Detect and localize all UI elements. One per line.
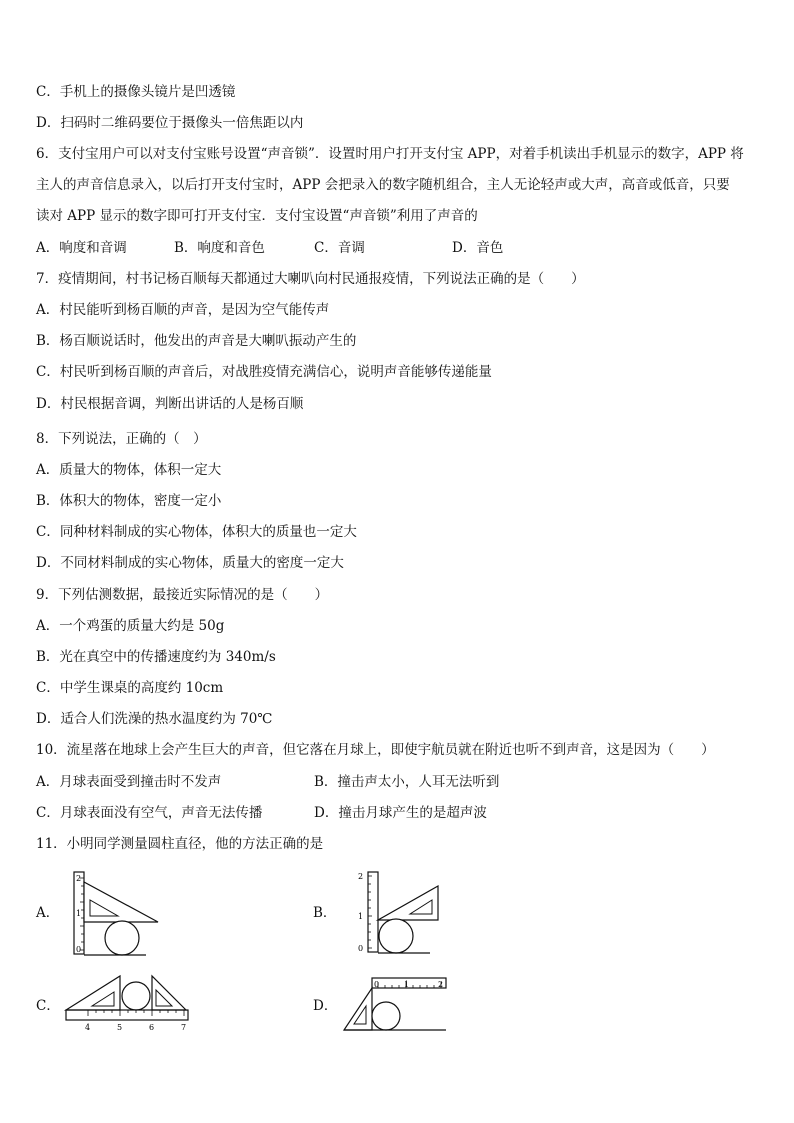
q7-stem: 7．疫情期间，村书记杨百顺每天都通过大喇叭向村民通报疫情，下列说法正确的是（ ） (36, 271, 585, 287)
q9-option-a: A．一个鸡蛋的质量大约是 50g (36, 618, 225, 634)
cylinder-circle (122, 982, 150, 1010)
q10-option-a: A．月球表面受到撞击时不发声 (36, 774, 222, 790)
ruler-tick-label: 1 (76, 909, 82, 918)
q10-stem: 10．流星落在地球上会产生巨大的声音，但它落在月球上，即使宇航员就在附近也听不到声音，这是因为（ ） (36, 742, 715, 758)
ruler-tick-label: 0 (358, 944, 364, 953)
q10-options-row-1 (36, 772, 499, 792)
q10-option-b: B．撞击声太小，人耳无法听到 (314, 774, 500, 790)
q11-label-d: D． (313, 998, 338, 1014)
q7-option-d: D．村民根据音调，判断出讲话的人是杨百顺 (36, 396, 304, 412)
q7-option-a: A．村民能听到杨百顺的声音，是因为空气能传声 (36, 302, 330, 318)
horizontal-ruler (66, 1010, 188, 1020)
q8-option-d: D．不同材料制成的实心物体，质量大的密度一定大 (36, 555, 344, 571)
q8-option-a: A．质量大的物体，体积一定大 (36, 462, 222, 478)
q11-label-b: B． (313, 905, 337, 921)
ruler-tick-label: 4 (85, 1023, 91, 1032)
q7-option-b: B．杨百顺说话时，他发出的声音是大喇叭振动产生的 (36, 333, 357, 349)
q7-option-c: C．村民听到杨百顺的声音后，对战胜疫情充满信心，说明声音能够传递能量 (36, 364, 492, 380)
ruler-tick-label: 5 (117, 1023, 123, 1032)
cylinder-circle (379, 919, 413, 953)
ruler-tick-label: 1 (358, 912, 364, 921)
q9-option-d: D．适合人们洗澡的热水温度约为 70℃ (36, 711, 273, 727)
q8-option-b: B．体积大的物体，密度一定小 (36, 493, 222, 509)
cylinder-circle (105, 921, 139, 955)
q6-option-b: B．响度和音色 (174, 240, 265, 256)
cylinder-circle (372, 1002, 400, 1030)
q8-option-c: C．同种材料制成的实心物体，体积大的质量也一定大 (36, 524, 357, 540)
q10-option-c: C．月球表面没有空气，声音无法传播 (36, 805, 263, 821)
q11-figure-a (68, 868, 168, 958)
ruler-tick-label: 6 (149, 1023, 155, 1032)
q10-options-row-2 (36, 803, 487, 823)
triangle-ruler-right (152, 976, 186, 1010)
q11-figure-b (348, 866, 448, 956)
q11-stem: 11．小明同学测量圆柱直径，他的方法正确的是 (36, 836, 324, 852)
q11-figure-d (338, 968, 450, 1038)
q9-stem: 9．下列估测数据，最接近实际情况的是（ ） (36, 587, 329, 603)
q6-options (36, 238, 503, 258)
q6-option-d: D．音色 (452, 240, 504, 256)
q6-stem-line-1: 6．支付宝用户可以对支付宝账号设置“声音锁”．设置时用户打开支付宝 APP，对着手机读出手机显示的数字，APP 将 (36, 146, 744, 162)
q6-option-c: C．音调 (314, 240, 365, 256)
q8-stem: 8．下列说法，正确的（ ） (36, 431, 207, 447)
ruler-tick-label: 0 (76, 945, 82, 954)
ruler-tick-label: 0 (374, 980, 380, 989)
ruler-tick-label: 1 (404, 980, 410, 989)
q11-figure-c (62, 968, 192, 1038)
q11-label-a: A． (36, 905, 60, 921)
q9-option-c: C．中学生课桌的高度约 10cm (36, 680, 224, 696)
ruler-tick-label: 2 (438, 980, 444, 989)
q6-stem-line-3: 读对 APP 显示的数字即可打开支付宝．支付宝设置“声音锁”利用了声音的 (36, 208, 478, 224)
q10-option-d: D．撞击月球产生的是超声波 (314, 805, 487, 821)
ruler-tick-label: 2 (358, 872, 364, 881)
ruler-tick-label: 7 (181, 1023, 187, 1032)
q6-stem-line-2: 主人的声音信息录入，以后打开支付宝时，APP 会把录入的数字随机组合，主人无论轻声或大声，高音或低音，只要 (36, 177, 730, 193)
q6-option-a: A．响度和音调 (36, 240, 127, 256)
q11-label-c: C． (36, 998, 60, 1014)
ruler-tick-label: 2 (76, 874, 82, 883)
triangle-ruler (378, 886, 438, 920)
q9-option-b: B．光在真空中的传播速度约为 340m/s (36, 649, 276, 665)
q5-option-c: C．手机上的摄像头镜片是凹透镜 (36, 84, 236, 100)
q5-option-d: D．扫码时二维码要位于摄像头一倍焦距以内 (36, 115, 304, 131)
